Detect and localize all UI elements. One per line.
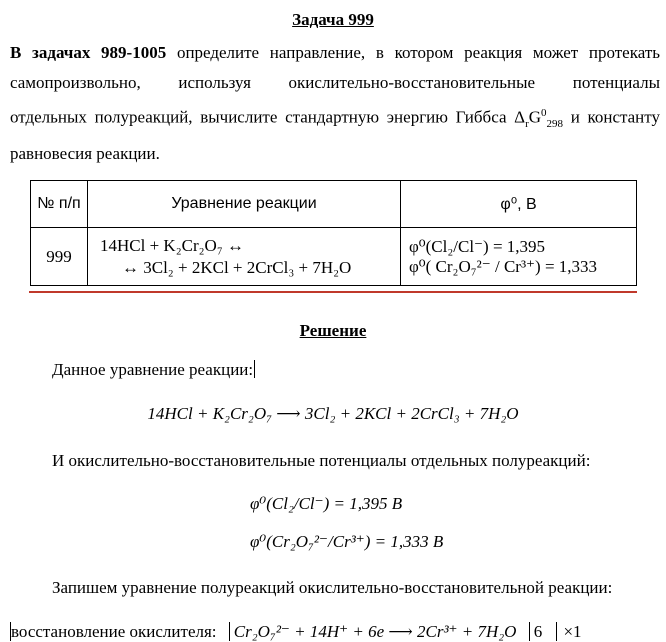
- potential-cr: φ⁰( Cr₂O₇²⁻ / Cr³⁺) = 1,333: [409, 256, 598, 276]
- problem-statement: [10, 38, 660, 169]
- multiplier: ×1: [556, 622, 581, 641]
- half-reaction-equation: Cr₂O₇²⁻ + 14H⁺ + 6e ⟶ 2Cr³⁺ + 7H₂O: [229, 622, 517, 641]
- potential-formula-1: φ⁰(Cl₂/Cl⁻) = 1,395 В: [250, 494, 403, 513]
- row-equation: [88, 228, 401, 286]
- potential-formula-2: φ⁰(Cr₂O₇²⁻/Cr³⁺) = 1,333 В: [250, 532, 444, 551]
- intro-line-1: В задачах 989-1005 определите направление, в котором реакция может протекать: [10, 43, 661, 62]
- text-cursor: [254, 360, 255, 378]
- header-potential: φ⁰, В: [401, 181, 637, 228]
- reaction-formula: 14HCl + K₂Cr₂O₇ ⟶ 3Cl₂ + 2KCl + 2CrCl₃ + 7H₂O: [147, 404, 519, 423]
- table-bottom-line: [29, 291, 637, 293]
- half-reaction-row: [10, 622, 666, 642]
- problem-title: Задача 999: [292, 10, 374, 29]
- header-number: № п/п: [31, 181, 88, 228]
- row-potentials: [401, 228, 637, 286]
- header-equation: Уравнение реакции: [88, 181, 401, 228]
- half-reaction-label: восстановление окислителя:: [11, 622, 217, 641]
- electron-count: 6: [529, 622, 543, 641]
- solution-heading: Решение: [299, 321, 367, 340]
- intro-line-3: отдельных полуреакций, вычислите стандартную энергию Гиббса $\Delta_rG^0_{298}$ и константу: [10, 107, 660, 131]
- intro-line-4: равновесия реакции.: [10, 144, 160, 164]
- problem-table: [30, 180, 637, 286]
- halfreactions-label: Запишем уравнение полуреакций окислительно-восстановительной реакции:: [52, 578, 613, 597]
- potential-cl: φ⁰(Cl₂/Cl⁻) = 1,395: [409, 236, 546, 256]
- intro-line-2: самопроизвольно, используя окислительно-восстановительные потенциалы: [10, 73, 660, 92]
- equation-line-1: 14HCl + K₂Cr₂O₇ ↔: [100, 235, 245, 255]
- intro-bold-lead: В задачах 989-1005: [10, 43, 167, 62]
- given-reaction-label: Данное уравнение реакции:: [52, 360, 254, 379]
- equation-line-2: ↔ 3Cl₂ + 2KCl + 2CrCl₃ + 7H₂O: [122, 257, 352, 277]
- row-number: 999: [31, 228, 88, 286]
- potentials-label: И окислительно-восстановительные потенциалы отдельных полуреакций:: [52, 451, 591, 470]
